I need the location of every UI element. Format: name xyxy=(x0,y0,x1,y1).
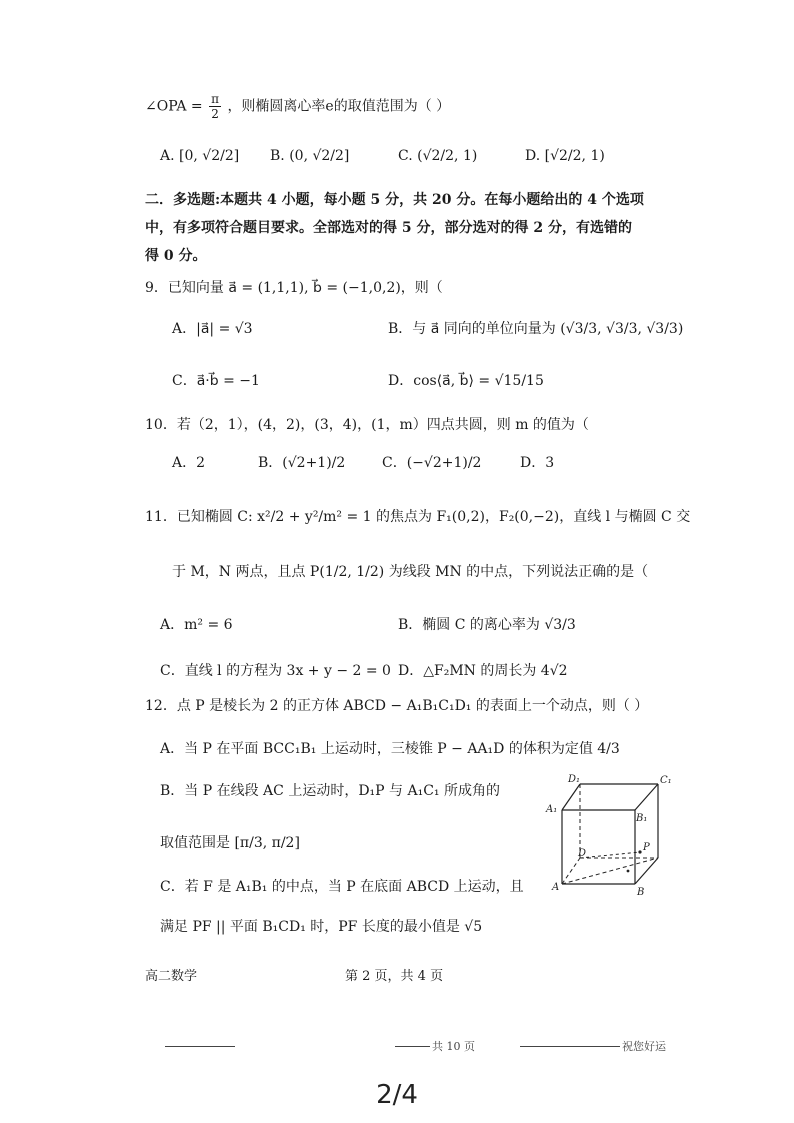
q8-prefix: ∠OPA = xyxy=(145,98,203,115)
cube-label-a1: A₁ xyxy=(546,804,558,815)
cube-label-c1: C₁ xyxy=(660,775,672,786)
q12-option-b-line2: 取值范围是 [π/3, π/2] xyxy=(160,835,300,851)
cube-label-p: P xyxy=(643,842,650,853)
q10-option-a: A．2 xyxy=(172,455,206,471)
q8-tail xyxy=(145,92,450,121)
q11-stem-1: 11．已知椭圆 C: x²/2 + y²/m² = 1 的焦点为 F₁(0,2)，F₂(0,−2)，直线 l 与椭圆 C 交 xyxy=(145,509,691,525)
footer-page-info: 第 2 页，共 4 页 xyxy=(345,969,444,984)
cube-label-d: D xyxy=(578,848,587,859)
section2-line1: 二．多选题:本题共 4 小题，每小题 5 分，共 20 分。在每小题给出的 4 个选项 xyxy=(145,192,644,208)
page-indicator: 2/4 xyxy=(376,1080,418,1110)
q10-option-c: C．(−√2+1)/2 xyxy=(382,455,482,471)
q11-option-b: B．椭圆 C 的离心率为 √3/3 xyxy=(398,617,576,633)
q12-stem: 12．点 P 是棱长为 2 的正方体 ABCD − A₁B₁C₁D₁ 的表面上一个动点，则（ ） xyxy=(145,698,649,714)
q9-option-c: C．a⃗·b⃗ = −1 xyxy=(172,373,260,389)
q11-option-c: C．直线 l 的方程为 3x + y − 2 = 0 xyxy=(160,663,391,679)
q9-option-d: D．cos⟨a⃗, b⃗⟩ = √15/15 xyxy=(388,373,544,389)
q8-text: ，则椭圆离心率e的取值范围为（ ） xyxy=(227,98,451,115)
scan-line-mid xyxy=(395,1046,430,1047)
section2-line3: 得 0 分。 xyxy=(145,248,207,264)
q10-stem: 10．若（2，1），(4，2)，(3，4)，(1，m）四点共圆，则 m 的值为（ xyxy=(145,417,589,433)
q8-option-d: D. [√2/2, 1) xyxy=(525,148,605,164)
q12-option-c-line2: 满足 PF || 平面 B₁CD₁ 时，PF 长度的最小值是 √5 xyxy=(160,919,483,935)
scan-line-right xyxy=(520,1046,620,1047)
q11-stem-2: 于 M，N 两点，且点 P(1/2, 1/2) 为线段 MN 的中点，下列说法正确的是（ xyxy=(172,564,649,580)
q12-option-c-line1: C．若 F 是 A₁B₁ 的中点，当 P 在底面 ABCD 上运动，且 xyxy=(160,879,524,895)
q8-option-c: C. (√2/2, 1) xyxy=(398,148,478,164)
scan-line-left xyxy=(165,1046,235,1047)
cube-label-b1: B₁ xyxy=(636,813,648,824)
section2-line2: 中，有多项符合题目要求。全部选对的得 5 分，部分选对的得 2 分，有选错的 xyxy=(145,220,632,236)
q8-option-b: B. (0, √2/2] xyxy=(270,148,350,164)
q11-option-d: D．△F₂MN 的周长为 4√2 xyxy=(398,663,568,679)
cube-figure xyxy=(540,772,670,902)
footer-subject: 高二数学 xyxy=(145,969,198,984)
q12-option-a: A．当 P 在平面 BCC₁B₁ 上运动时，三棱锥 P − AA₁D 的体积为定值 4/3 xyxy=(160,741,620,757)
cube-label-a: A xyxy=(552,882,560,893)
q9-option-a: A．|a⃗| = √3 xyxy=(172,321,253,337)
cube-label-d1: D₁ xyxy=(568,774,581,785)
bleed-text-left: 共 10 页 xyxy=(432,1040,475,1053)
bleed-text-right: 祝您好运 xyxy=(622,1040,666,1053)
cube-label-b: B xyxy=(637,887,645,898)
q9-stem: 9．已知向量 a⃗ = (1,1,1), b⃗ = (−1,0,2)，则（ xyxy=(145,280,443,296)
q10-option-d: D．3 xyxy=(520,455,555,471)
q8-fraction: $\frac{\pi}{2}$ xyxy=(211,92,219,121)
q12-option-b-line1: B．当 P 在线段 AC 上运动时，D₁P 与 A₁C₁ 所成角的 xyxy=(160,783,500,799)
q10-option-b: B．(√2+1)/2 xyxy=(258,455,346,471)
q8-option-a: A. [0, √2/2] xyxy=(160,148,240,164)
q9-option-b: B．与 a⃗ 同向的单位向量为 (√3/3, √3/3, √3/3) xyxy=(388,321,684,337)
q11-option-a: A．m² = 6 xyxy=(160,617,233,633)
